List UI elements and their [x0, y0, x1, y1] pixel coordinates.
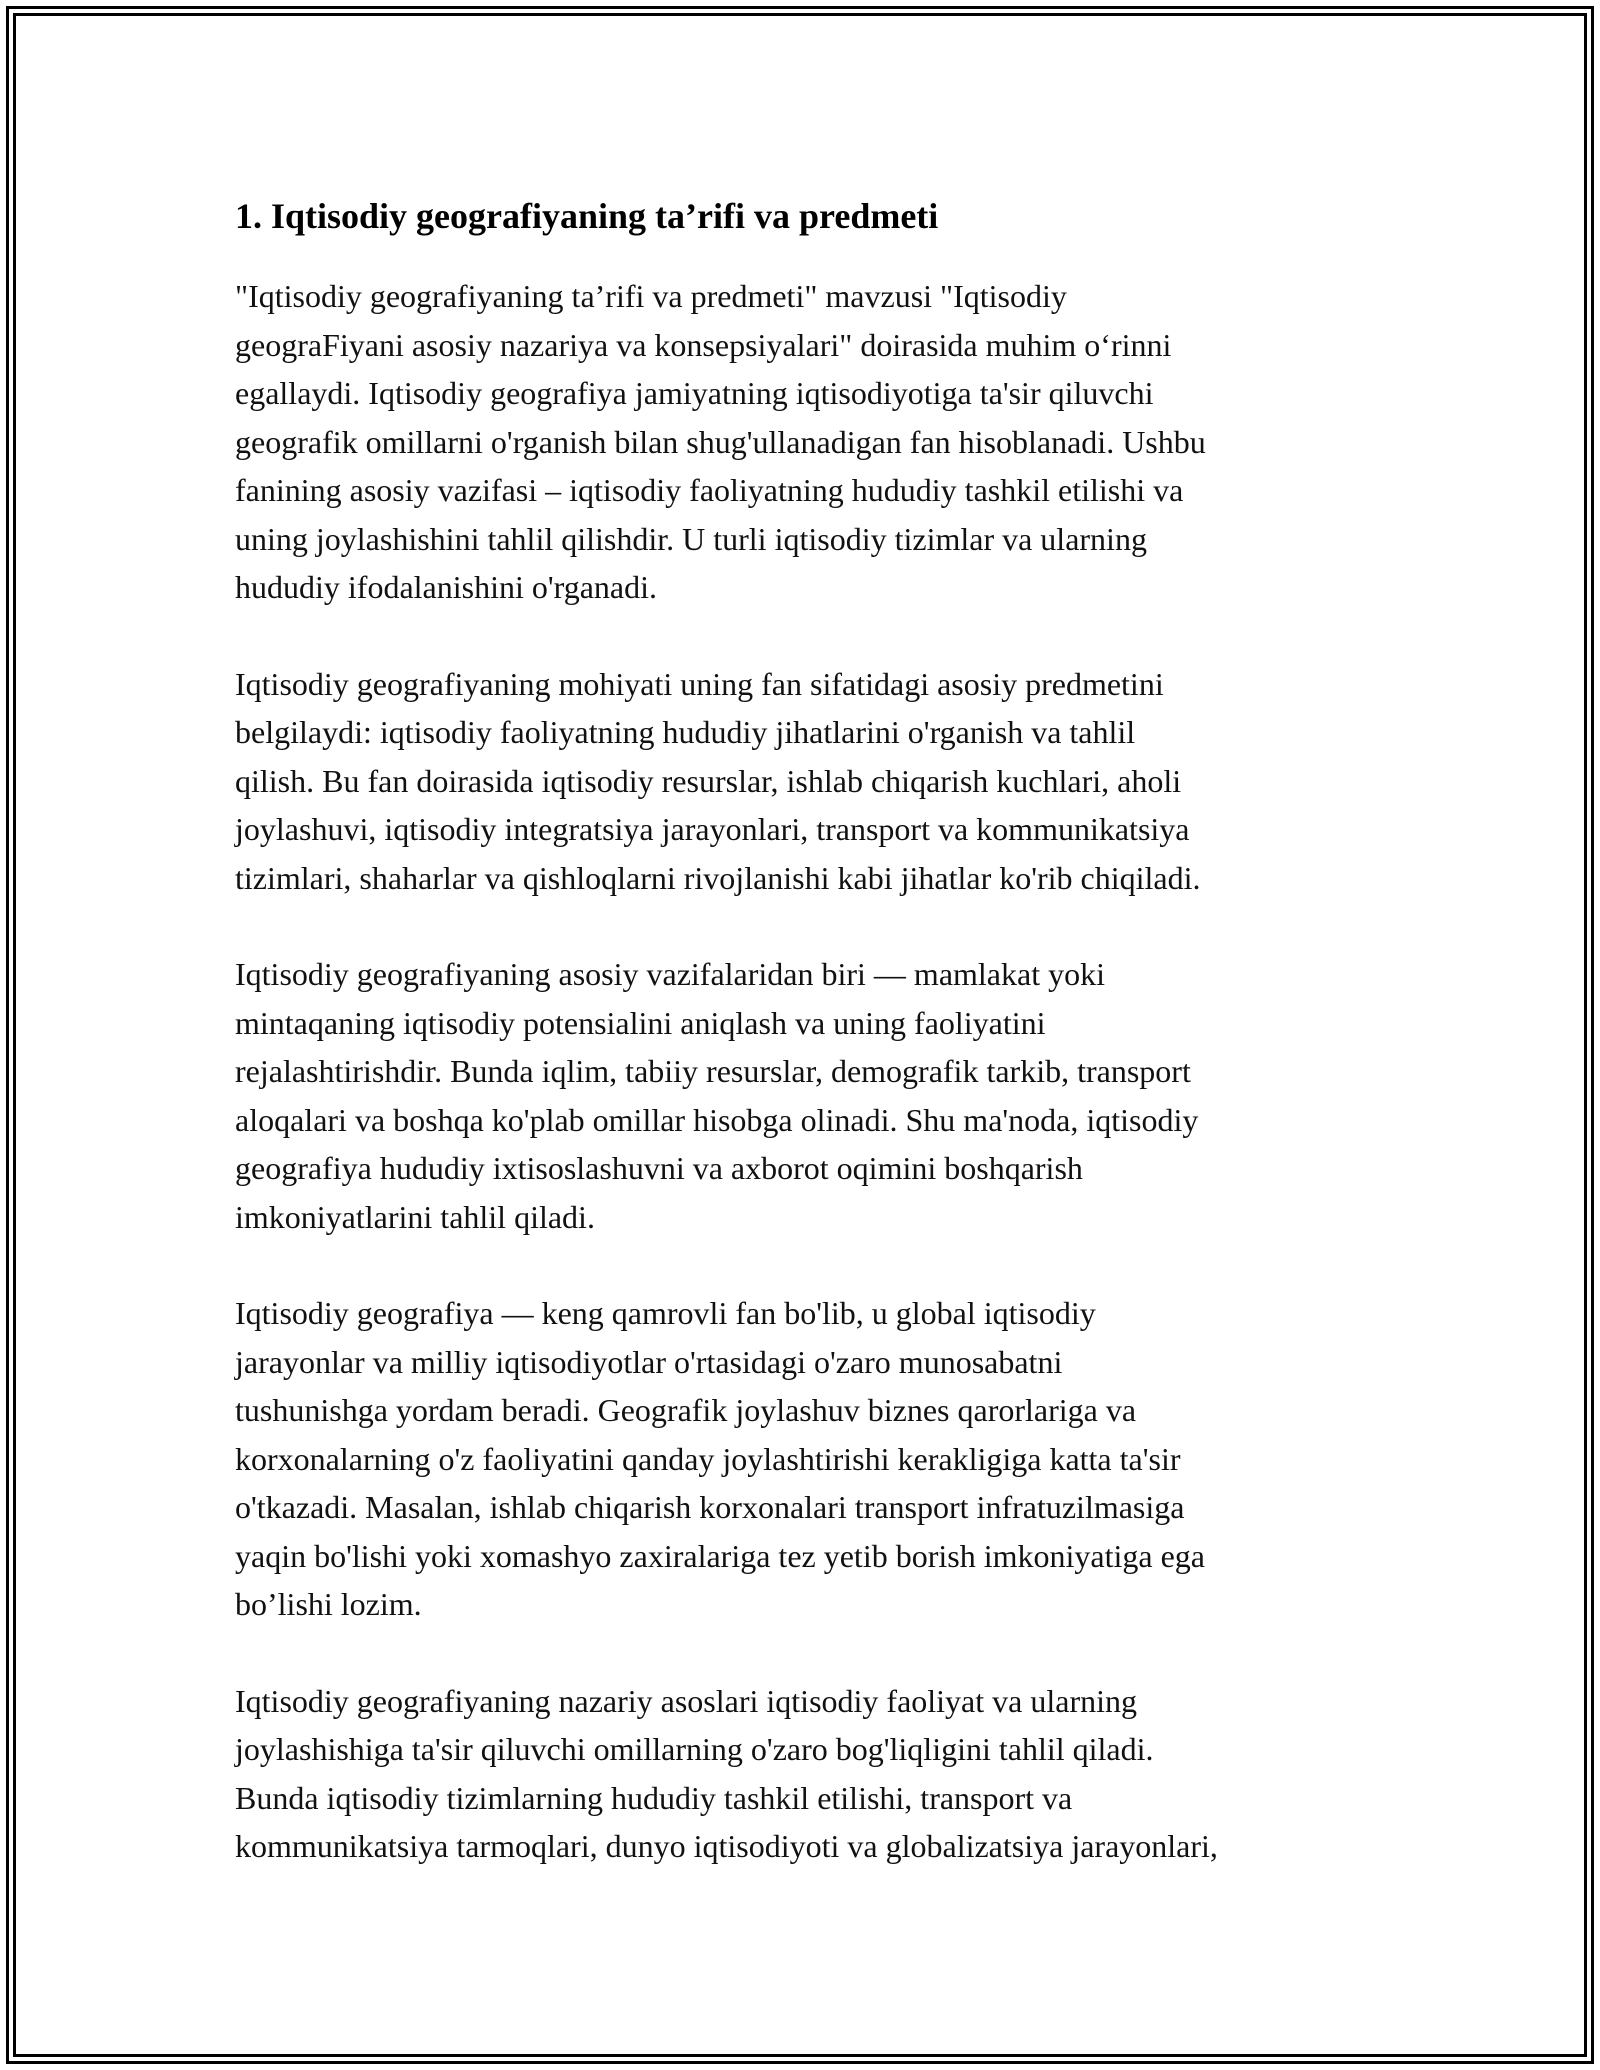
paragraph-3: Iqtisodiy geografiyaning asosiy vazifalaridan biri — mamlakat yoki mintaqaning iqtisodiy potensialini aniqlash va uning faoliyatini rejalashtirishdir. Bunda iqlim, tabiiy resurslar, demografik tarkib, transport aloqalari va boshqa ko'plab omillar hisobga olinadi. Shu ma'noda, iqtisodiy geografiya hududiy ixtisoslashuvni va axborot oqimini boshqarish imkoniyatlarini tahlil qiladi.: [235, 956, 1199, 1235]
paragraph-1: "Iqtisodiy geografiyaning ta’rifi va predmeti" mavzusi "Iqtisodiy geograFiyani asosiy nazariya va konsepsiyalari" doirasida muhim o‘rinni egallaydi. Iqtisodiy geografiya jamiyatning iqtisodiyotiga ta'sir qiluvchi geografik omillarni o'rganish bilan shug'ullanadigan fan hisoblanadi. Ushbu fanining asosiy vazifasi – iqtisodiy faoliyatning hududiy tashkil etilishi va uning joylashishini tahlil qilishdir. U turli iqtisodiy tizimlar va ularning hududiy ifodalanishini o'rganadi.: [235, 278, 1206, 605]
document-body: [235, 188, 1375, 1919]
paragraph-2: Iqtisodiy geografiyaning mohiyati uning fan sifatidagi asosiy predmetini belgilaydi: iqtisodiy faoliyatning hududiy jihatlarini o'rganish va tahlil qilish. Bu fan doirasida iqtisodiy resurslar, ishlab chiqarish kuchlari, aholi joylashuvi, iqtisodiy integratsiya jarayonlari, transport va kommunikatsiya tizimlari, shaharlar va qishloqlarni rivojlanishi kabi jihatlar ko'rib chiqiladi.: [235, 665, 1201, 896]
paragraph-4: Iqtisodiy geografiya — keng qamrovli fan bo'lib, u global iqtisodiy jarayonlar va milliy iqtisodiyotlar o'rtasidagi o'zaro munosabatni tushunishga yordam beradi. Geografik joylashuv biznes qarorlariga va korxonalarning o'z faoliyatini qanday joylashtirishi kerakligiga katta ta'sir o'tkazadi. Masalan, ishlab chiqarish korxonalari transport infratuzilmasiga yaqin bo'lishi yoki xomashyo zaxiralariga tez yetib borish imkoniyatiga ega bo’lishi lozim.: [235, 1295, 1205, 1622]
paragraph-5: Iqtisodiy geografiyaning nazariy asoslari iqtisodiy faoliyat va ularning joylashishiga ta'sir qiluvchi omillarning o'zaro bog'liqligini tahlil qiladi. Bunda iqtisodiy tizimlarning hududiy tashkil etilishi, transport va kommunikatsiya tarmoqlari, dunyo iqtisodiyoti va globalizatsiya jarayonlari,: [235, 1682, 1218, 1864]
section-heading: 1. Iqtisodiy geografiyaning ta’rifi va predmeti: [235, 196, 939, 236]
